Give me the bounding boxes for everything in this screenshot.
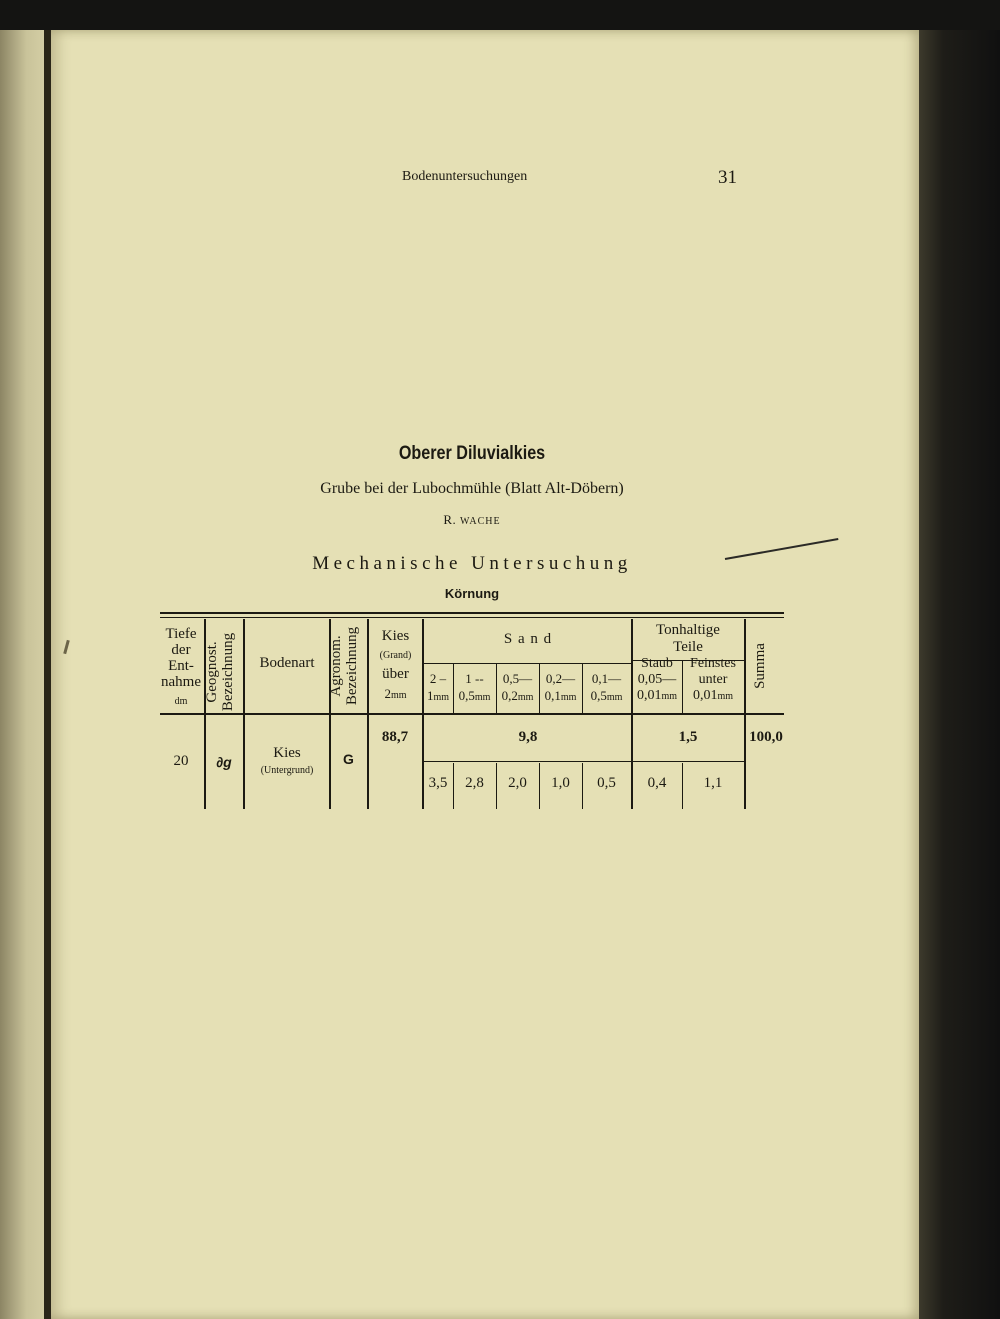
row-clay-total: 1,5 [678,729,698,745]
header-depth-line: der [171,642,191,658]
header-sand-fraction-bottom: 0,5 [458,688,475,703]
row-geo-symbol: ∂g [216,754,232,770]
header-dust-unit: mm [661,691,678,702]
facing-page-edge [0,30,48,1319]
row-sand-value: 0,5 [597,775,616,791]
header-sand-fraction-top: 1 -- [465,671,484,686]
header-sand-fraction-top: 0,2— [545,671,576,686]
header-depth-line: nahme [161,674,201,690]
header-depth [158,626,204,710]
header-agronom-line1: Agronom. [328,635,344,697]
header-geognost [205,612,243,732]
grain-heading: Körnung [444,586,500,601]
header-sand-fraction-unit: mm [517,692,534,703]
section-subtitle: Grube bei der Lubochmühle (Blatt Alt-Döbern) [320,480,624,497]
row-sand-value: 2,0 [508,775,527,791]
header-fine-mid: unter [698,672,728,687]
author-name: WACHE [460,516,501,527]
header-soil-type: Bodenart [259,655,315,671]
header-gravel-sub: (Grand) [379,650,412,661]
header-sand-fraction [582,670,631,706]
row-soil [244,745,330,779]
table-top-rule-inner [160,617,784,618]
col-divider [243,619,245,809]
header-clay [632,622,744,656]
header-sand-fraction-unit: mm [433,692,450,703]
row-agro-symbol: G [343,751,354,767]
header-dust [632,656,682,705]
header-sand: S a n d [503,631,553,647]
row-dust: 0,4 [647,775,667,791]
header-depth-line: Tiefe [165,626,197,642]
header-agronom [329,606,367,726]
header-sand-fraction-bottom: 1 [426,688,434,703]
header-depth-line: Ent- [168,658,194,674]
row-sand-value: 1,0 [551,775,570,791]
running-title: Bodenuntersuchungen [402,169,528,184]
row-sum: 100,0 [749,729,783,745]
header-sand-fraction [496,670,539,706]
data-split-rule [424,761,744,762]
book-gutter [44,30,51,1319]
header-fine-bottom: 0,01 [692,688,718,703]
row-sand-total: 9,8 [518,729,538,745]
header-sand-fraction-bottom: 0,1 [544,688,561,703]
header-dust-bottom: 0,01 [636,688,662,703]
header-dust-top: Staub [641,656,673,671]
method-heading: Mechanische Untersuchung [312,553,632,574]
header-sand-fraction-bottom: 0,5 [590,688,607,703]
header-fine [682,656,744,705]
page-number: 31 [718,167,737,188]
header-sand-fraction [539,670,582,706]
row-gravel: 88,7 [381,729,409,745]
header-sand-fraction-top: 2 – [429,671,447,686]
header-sand-fraction [423,670,453,706]
row-soil-label: Kies [273,745,301,761]
header-sand-fraction-unit: mm [606,692,623,703]
header-depth-unit: dm [174,696,188,707]
header-sand-fraction-unit: mm [560,692,577,703]
header-gravel-label: Kies [381,628,410,644]
row-fine: 1,1 [703,775,723,791]
header-clay-line2: Teile [673,639,703,655]
section-title: Oberer Diluvialkies [398,443,546,464]
header-sum: Summa [752,643,768,689]
row-soil-sub: (Untergrund) [260,765,314,776]
col-divider [744,619,746,809]
header-sand-fraction-bottom: 0,2 [501,688,518,703]
header-dust-mid: 0,05— [637,672,677,687]
row-depth: 20 [173,753,189,769]
header-gravel-size: 2 [384,686,391,701]
sand-subheader-rule [424,663,632,664]
header-fine-top: Feinstes [690,656,736,671]
header-agronom-line2: Bezeichnung [343,626,360,706]
header-sand-fraction [453,670,496,706]
header-geognost-line2: Bezeichnung [219,632,236,712]
header-geognost-line1: Geognost. [204,641,220,703]
header-sand-fraction-unit: mm [474,692,491,703]
author-initial: R. [443,512,457,527]
table-top-rule [160,612,784,614]
row-sand-value: 2,8 [465,775,484,791]
row-sand-value: 3,5 [428,775,448,791]
header-sand-fraction-top: 0,5— [502,671,533,686]
header-clay-line1: Tonhaltige [656,622,720,638]
header-gravel [368,627,423,705]
header-fine-unit: mm [717,691,734,702]
header-sand-fraction-top: 0,1— [591,671,622,686]
header-bottom-rule [160,713,784,715]
book-cover-edge [919,30,1000,1319]
author-line [0,512,944,528]
header-gravel-unit: mm [390,690,407,701]
header-gravel-over: über [382,666,409,682]
